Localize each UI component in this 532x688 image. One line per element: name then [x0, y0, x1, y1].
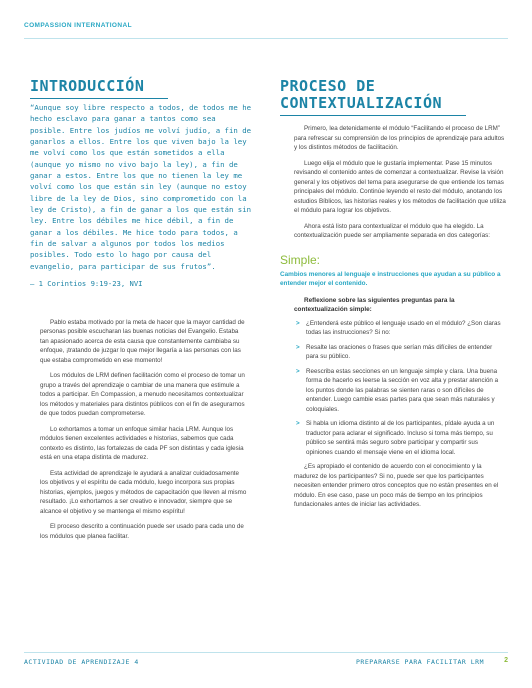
list-item	[296, 367, 506, 415]
process-paragraph: Primero, lea detenidamente el módulo “Facilitando el proceso de LRM” para refrescar su comprensión de los principios de aprendizaje para adultos y los distintos métodos de facilitación.	[294, 125, 505, 151]
intro-paragraph: Los módulos de LRM definen facilitación como el proceso de tomar un grupo a través del aprendizaje o cambiar de una manera que estimule a todos a participar. En Compassion, a menudo necesitamos contextualizar los métodos y materiales para distintos públicos con el fin de asegurarnos de que todos puedan comprometerse.	[40, 372, 245, 417]
top-divider	[24, 38, 508, 39]
process-paragraph: Ahora está listo para contextualizar el módulo que ha elegido. La contextualización puede ser ampliamente separada en dos categorías:	[294, 222, 490, 239]
quote-text: “Aunque soy libre respecto a todos, de todos me he hecho esclavo para ganar a tantos como sea posible. Entre los judíos me volví judío, a fin de ganarlos a ellos. Entre los que viven bajo la ley me volví como los que están sometidos a ella (aunque yo mismo no vivo bajo la ley), a fin de ganar a estos. Entre los que no tienen la ley me volví como los que están sin ley (aunque no estoy libre de la ley de Dios, sino comprometido con la ley de Cristo), a fin de ganar a los que están sin ley. Entre los débiles me hice débil, a fin de ganar a los débiles. Me hice todo para todos, a fin de salvar a algunos por todos los medios posibles. Todo esto lo hago por causa del evangelio, para participar de sus frutos”.	[30, 103, 252, 271]
chevron-right-icon: >	[296, 343, 300, 351]
process-body	[280, 124, 506, 241]
process-title-line2: CONTEXTUALIZACIÓN	[280, 94, 443, 112]
chevron-right-icon: >	[296, 319, 300, 327]
intro-paragraph: Pablo estaba motivado por la meta de hacer que la mayor cantidad de personas posible escucharan las buenas noticias del Evangelio. Estaba tan apasionado acerca de esta causa que constantemente cambiaba su enfoque, ¡tratando de juzgar lo que mejor llegaría a las personas con las que estaba comprometido en ese momento!	[40, 318, 245, 364]
question-list	[280, 319, 506, 458]
intro-paragraph: El proceso descrito a continuación puede ser usado para cada uno de los módulos que planea facilitar.	[40, 523, 244, 540]
scripture-quote	[30, 102, 252, 290]
intro-paragraph: Lo exhortamos a tomar un enfoque similar hacia LRM. Aunque los módulos tienen excelentes actividades e historias, sabemos que cada contexto es distinto, las fortalezas de cada PF son distintas y cada iglesia está en una etapa distinta de madurez.	[40, 425, 244, 461]
list-item	[296, 419, 506, 457]
bottom-divider	[24, 652, 508, 653]
simple-heading: Simple:	[280, 252, 321, 267]
reflection-prompt: Reflexione sobre las siguientes preguntas para la contextualización simple:	[294, 296, 455, 313]
list-item-text: Reescriba estas secciones en un lenguaje simple y clara. Una buena forma de hacerlo es leerse la sección en voz alta y prestar atención a los puntos donde las palabras se sienten raras o son difíciles de entender. Luego cambie esas partes para que sean más naturales y coloquiales.	[306, 367, 499, 413]
process-title-line1: PROCESO DE	[280, 77, 376, 95]
closing-paragraph: ¿Es apropiado el contenido de acuerdo con el conocimiento y la madurez de los participantes? Si no, puede ser que los participantes necesiten entender primero otros conceptos que no están presentes en el módulo. En ese caso, pase un poco más de tiempo en los principios fundacionales antes de iniciar las actividades.	[294, 463, 499, 508]
list-item-text: Si habla un idioma distinto al de los participantes, pídale ayuda a un traductor para aclarar el significado. Incluso si toma más tiempo, su público se sentirá más seguro sobre participar y compartir sus opiniones cuando el mensaje viene en el idioma local.	[306, 420, 495, 456]
chevron-right-icon: >	[296, 367, 300, 375]
intro-paragraph: Esta actividad de aprendizaje le ayudará a analizar cuidadosamente los objetivos y el espíritu de cada módulo, luego incorpora sus propias historias, ejemplos, juegos y métodos de capacitación que lleven al mismo resultado. ¡Lo exhortamos a ser creativo e innovador, siempre que se alcance el objetivo y se mantenga el mismo espíritu!	[40, 469, 247, 515]
chevron-right-icon: >	[296, 420, 300, 427]
list-item	[296, 319, 506, 338]
intro-body	[30, 318, 252, 542]
list-item	[296, 343, 506, 362]
process-title	[280, 78, 466, 116]
page-number: 2	[504, 657, 508, 664]
org-name: COMPASSION INTERNATIONAL	[24, 22, 132, 29]
footer-right: PREPARARSE PARA FACILITAR LRM	[356, 658, 484, 666]
intro-title: INTRODUCCIÓN	[30, 78, 168, 99]
quote-citation: — 1 Corintios 9:19-23, NVI	[30, 279, 143, 289]
simple-subheading: Cambios menores al lenguaje e instrucciones que ayudan a su público a entender mejor el contenido.	[280, 270, 501, 287]
list-item-text: ¿Entenderá este público el lenguaje usado en el módulo? ¿Son claras todas las instrucciones? Si no:	[306, 319, 501, 336]
process-paragraph: Luego elija el módulo que le gustaría implementar. Pase 15 minutos revisando el contenido antes de comenzar a contextualizar. Revise la visión general y los objetivos del tema para asegurarse de que entiende los temas principales del módulo. Continúe leyendo el resto del módulo, anotando los estudios Bíblicos, las historias reales y los métodos de facilitación que utiliza el módulo para lograr los objetivos.	[294, 159, 506, 214]
footer-left: ACTIVIDAD DE APRENDIZAJE 4	[24, 658, 139, 666]
list-item-text: Resalte las oraciones o frases que serían más difíciles de entender para su público.	[306, 343, 493, 360]
left-column	[30, 78, 252, 547]
right-column	[280, 78, 506, 510]
